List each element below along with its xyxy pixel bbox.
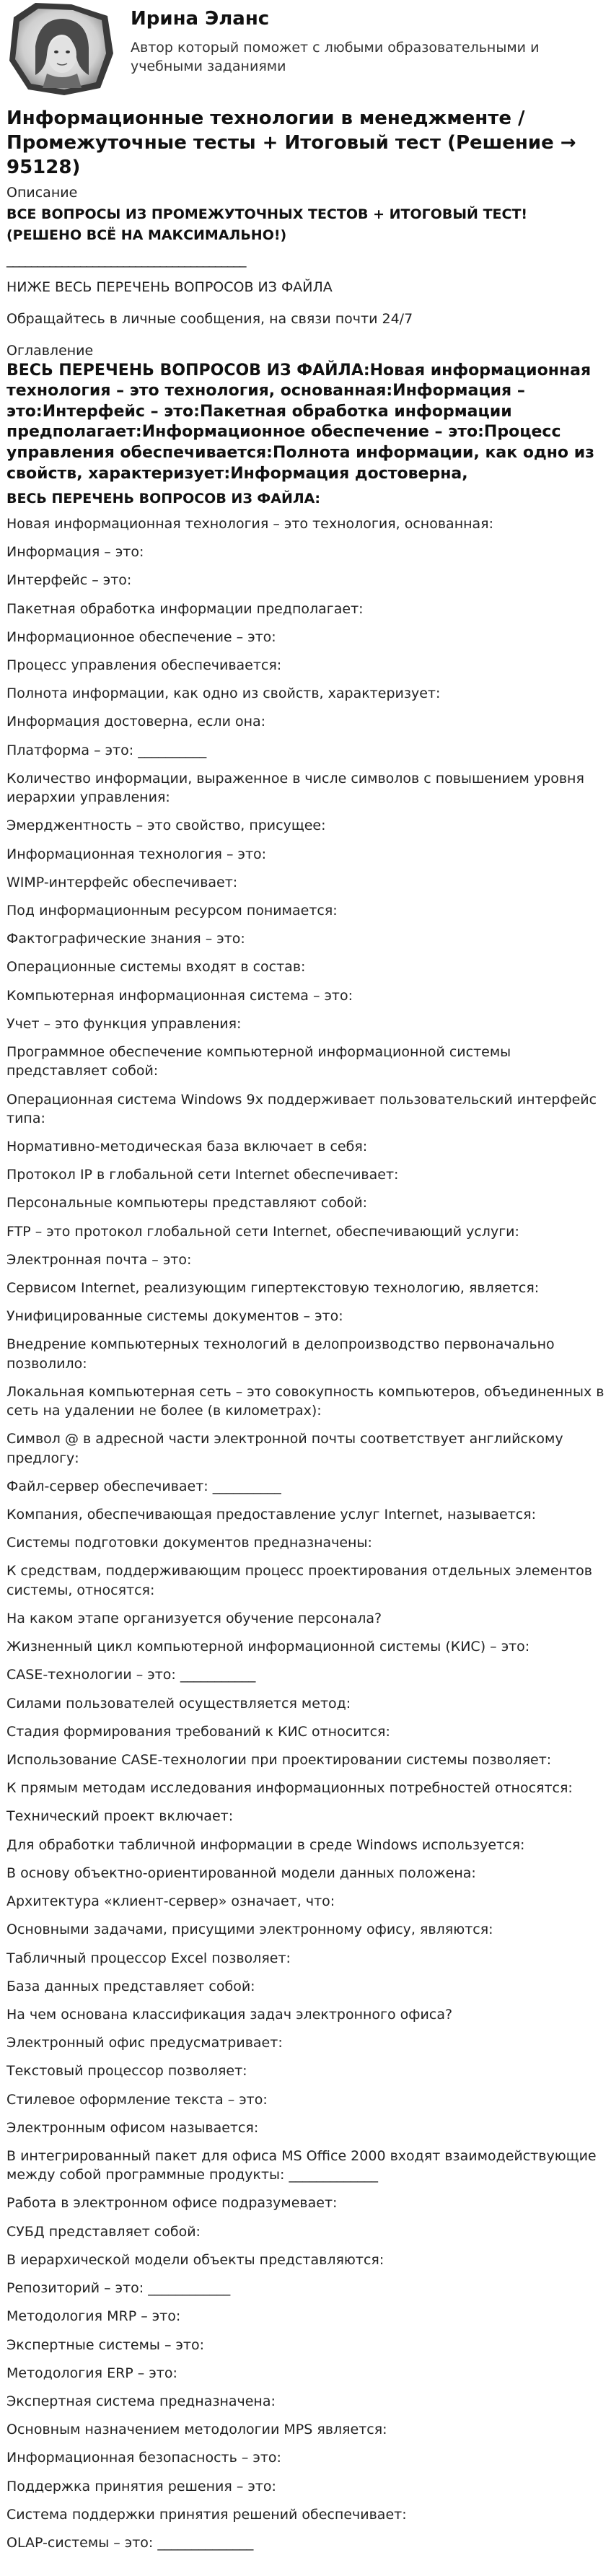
question-item: Внедрение компьютерных технологий в делопроизводство первоначально позволило: — [6, 1336, 555, 1372]
question-item: Силами пользователей осуществляется метод: — [6, 1695, 351, 1712]
question-item: На чем основана классификация задач электронного офиса? — [6, 2006, 453, 2023]
question-item: СУБД представляет собой: — [6, 2223, 201, 2240]
description-text: ВСЕ ВОПРОСЫ ИЗ ПРОМЕЖУТОЧНЫХ ТЕСТОВ + ИТОГОВЫЙ ТЕСТ! (РЕШЕНО ВСЁ НА МАКСИМАЛЬНО!) — [6, 206, 528, 243]
question-item: Фактографические знания – это: — [6, 931, 245, 947]
question-item: Операционные системы входят в состав: — [6, 959, 306, 976]
question-item: Информация достоверна, если она: — [6, 714, 266, 730]
question-item: FTP – это протокол глобальной сети Internet, обеспечивающий услуги: — [6, 1223, 519, 1240]
question-item: WIMP-интерфейс обеспечивает: — [6, 874, 238, 890]
question-item: В интегрированный пакет для офиса MS Office 2000 входят взаимодействующие между собой программные продукты: _____________ — [6, 2148, 597, 2183]
avatar-image — [6, 3, 115, 95]
description-label: Описание — [6, 185, 78, 201]
toc-label: Оглавление — [6, 342, 94, 359]
question-item: Полнота информации, как одно из свойств, характеризует: — [6, 685, 441, 702]
question-item: Символ @ в адресной части электронной почты соответствует английскому предлогу: — [6, 1431, 563, 1466]
question-item: Стилевое оформление текста – это: — [6, 2091, 268, 2108]
question-item: База данных представляет собой: — [6, 1978, 255, 1994]
question-list-heading: ВЕСЬ ПЕРЕЧЕНЬ ВОПРОСОВ ИЗ ФАЙЛА: — [6, 491, 320, 507]
question-item: Основными задачами, присущими электронному офису, являются: — [6, 1922, 493, 1938]
question-item: Интерфейс – это: — [6, 572, 132, 589]
question-item: Текстовый процессор позволяет: — [6, 2063, 247, 2080]
question-item: Методология ERP – это: — [6, 2365, 177, 2381]
question-item: Жизненный цикл компьютерной информационной системы (КИС) – это: — [6, 1639, 530, 1655]
author-description: Автор который поможет с любыми образовательными и учебными заданиями — [131, 39, 540, 74]
question-item: Электронный офис предусматривает: — [6, 2035, 283, 2051]
question-item: Компания, обеспечивающая предоставление услуг Internet, называется: — [6, 1507, 537, 1523]
question-item: CASE-технологии – это: ___________ — [6, 1667, 256, 1683]
author-card — [6, 0, 605, 95]
question-item: Операционная система Windows 9x поддерживает пользовательский интерфейс типа: — [6, 1091, 597, 1126]
question-item: Электронным офисом называется: — [6, 2119, 259, 2136]
author-name[interactable]: Ирина Эланс — [131, 8, 270, 30]
question-item: Процесс управления обеспечивается: — [6, 657, 282, 674]
question-item: Новая информационная технология – это технология, основанная: — [6, 515, 494, 532]
question-item: Табличный процессор Excel позволяет: — [6, 1950, 291, 1966]
question-item: Платформа – это: __________ — [6, 742, 207, 758]
question-item: Под информационным ресурсом понимается: — [6, 902, 338, 919]
question-item: Количество информации, выраженное в числе символов с повышением уровня иерархии управления: — [6, 770, 584, 806]
question-item: Сервисом Internet, реализующим гипертекстовую технологию, является: — [6, 1280, 540, 1297]
question-item: Компьютерная информационная система – это: — [6, 987, 353, 1004]
question-item: Работа в электронном офисе подразумевает: — [6, 2195, 338, 2212]
question-item: Архитектура «клиент-сервер» означает, что: — [6, 1893, 335, 1910]
question-item: Пакетная обработка информации предполагает: — [6, 600, 364, 617]
question-item: Электронная почта – это: — [6, 1251, 192, 1268]
question-item: Методология MRP – это: — [6, 2308, 181, 2325]
question-item: Программное обеспечение компьютерной информационной системы представляет собой: — [6, 1044, 511, 1079]
question-item: Учет – это функция управления: — [6, 1015, 242, 1032]
author-avatar[interactable] — [6, 3, 115, 95]
question-item: Поддержка принятия решения – это: — [6, 2478, 276, 2494]
question-item: Локальная компьютерная сеть – это совокупность компьютеров, объединенных в сеть на удалении не более (в километрах): — [6, 1383, 605, 1419]
question-item: Стадия формирования требований к КИС относится: — [6, 1723, 390, 1740]
question-item: На каком этапе организуется обучение персонала? — [6, 1610, 382, 1626]
contact-note: Обращайтесь в личные сообщения, на связи почти 24/7 — [6, 310, 413, 327]
page-title: Информационные технологии в менеджменте / Промежуточные тесты + Итоговый тест (Решение → 95128) — [6, 108, 576, 178]
question-list — [6, 514, 605, 2552]
question-item: Информационная безопасность – это: — [6, 2450, 281, 2466]
question-item: OLAP-системы – это: ______________ — [6, 2535, 254, 2551]
question-item: Файл-сервер обеспечивает: __________ — [6, 1478, 281, 1494]
question-item: К прямым методам исследования информационных потребностей относятся: — [6, 1780, 573, 1797]
list-note: НИЖЕ ВЕСЬ ПЕРЕЧЕНЬ ВОПРОСОВ ИЗ ФАЙЛА — [6, 279, 333, 296]
author-info — [115, 3, 563, 76]
question-item: В иерархической модели объекты представляются: — [6, 2251, 384, 2268]
question-item: Система поддержки принятия решений обеспечивает: — [6, 2506, 407, 2523]
toc-text: ВЕСЬ ПЕРЕЧЕНЬ ВОПРОСОВ ИЗ ФАЙЛА:Новая информационная технология – это технология, основанная:Информация – это:Интерфейс – это:Пакетная обработка информации предполагает:Информационное обеспечение – это:Процесс управления обеспечивается:Полнота информации, как одно из свойств, характеризует:Информация достоверна, — [6, 361, 594, 483]
question-item: Эмерджентность – это свойство, присущее: — [6, 818, 326, 834]
question-item: Технический проект включает: — [6, 1808, 234, 1825]
question-item: Системы подготовки документов предназначены: — [6, 1535, 372, 1551]
question-item: К средствам, поддерживающим процесс проектирования отдельных элементов системы, относятся: — [6, 1563, 592, 1598]
question-item: Для обработки табличной информации в среде Windows используется: — [6, 1836, 525, 1853]
question-item: В основу объектно-ориентированной модели данных положена: — [6, 1865, 476, 1881]
question-item: Персональные компьютеры представляют собой: — [6, 1195, 368, 1212]
question-item: Информационное обеспечение – это: — [6, 628, 276, 645]
question-item: Экспертная система предназначена: — [6, 2393, 276, 2410]
question-item: Использование CASE-технологии при проектировании системы позволяет: — [6, 1751, 552, 1768]
question-item: Протокол IP в глобальной сети Internet обеспечивает: — [6, 1167, 399, 1183]
question-item: Экспертные системы – это: — [6, 2336, 205, 2353]
question-item: Информация – это: — [6, 544, 144, 561]
question-item: Основным назначением методологии MPS является: — [6, 2422, 387, 2438]
question-item: Нормативно-методическая база включает в себя: — [6, 1138, 368, 1155]
question-item: Информационная технология – это: — [6, 846, 267, 862]
separator-line: _______________________________________ — [6, 252, 246, 268]
question-item: Репозиторий – это: ____________ — [6, 2280, 231, 2297]
question-item: Унифицированные системы документов – это: — [6, 1308, 343, 1325]
